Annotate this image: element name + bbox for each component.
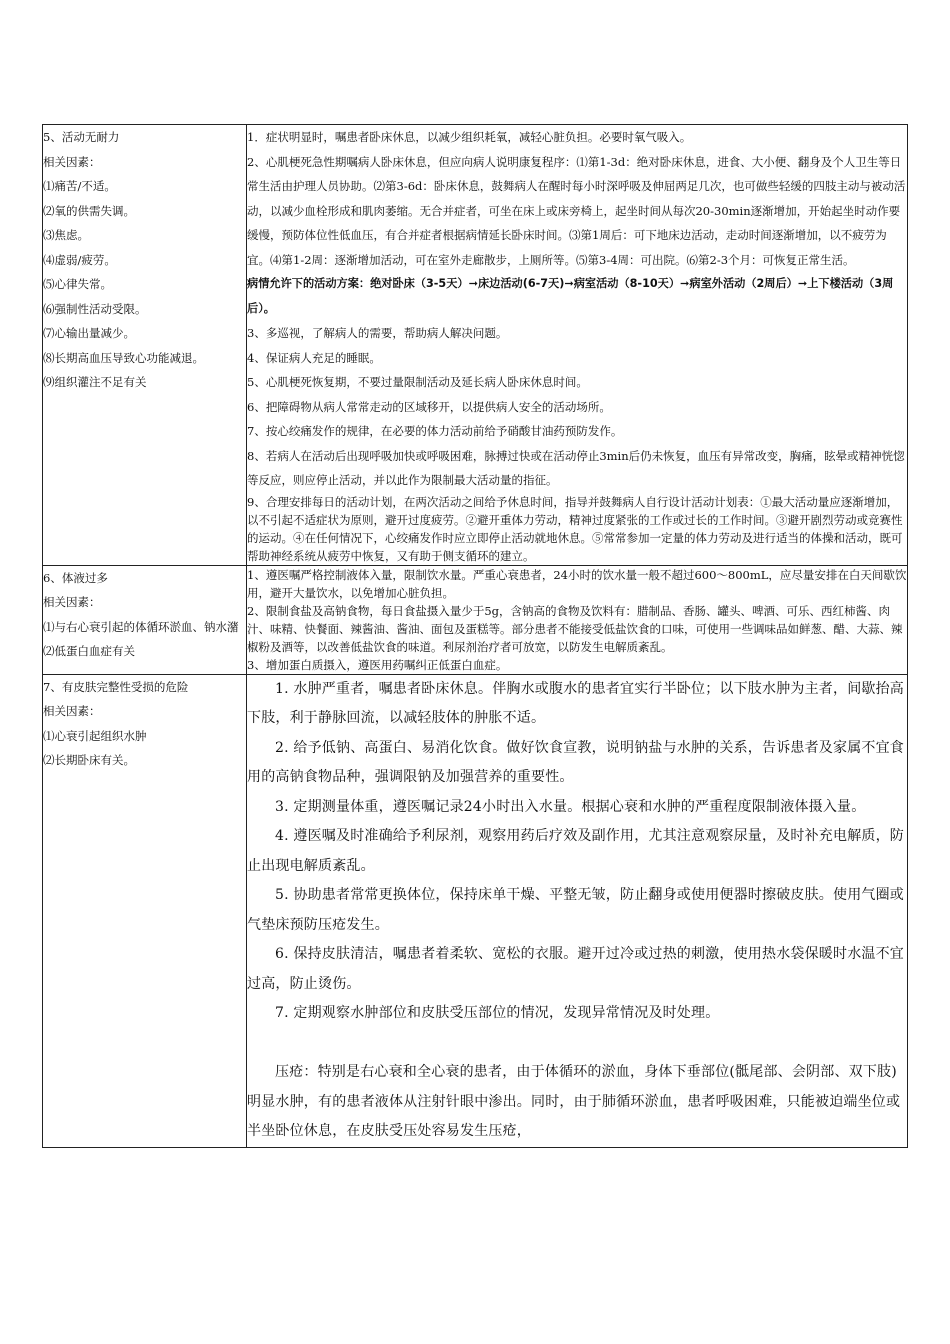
activity-plan-bold: 病情允许下的活动方案：绝对卧床（3-5天）➞床边活动(6-7天)➞病室活动（8-10天）➞病室外活动（2周后）➞上下楼活动（3周后）。: [247, 277, 894, 315]
factor-heading: 相关因素：: [43, 595, 101, 609]
measure-item: 8、若病人在活动后出现呼吸加快或呼吸困难，脉搏过快或在活动停止3min后仍未恢复，血压有异常改变，胸痛，眩晕或精神恍惚等反应，则应停止活动，并以此作为限制最大活动量的指征。: [247, 448, 905, 487]
measure-item: 4、保证病人充足的睡眠。: [247, 350, 381, 365]
nursing-plan-table: [42, 124, 908, 1148]
measure-item: 3. 定期测量体重，遵医嘱记录24小时出入水量。根据心衰和水肿的严重程度限制液体摄入量。: [275, 798, 866, 815]
factor-heading: 相关因素：: [43, 704, 101, 718]
factor-item: ⑴与右心衰引起的体循环淤血、钠水潴: [43, 619, 239, 634]
factor-item: ⑹强制性活动受限。: [43, 301, 147, 316]
measure-item: 6. 保持皮肤清洁，嘱患者着柔软、宽松的衣服。避开过冷或过热的刺激，使用热水袋保暖时水温不宜过高，防止烫伤。: [247, 946, 905, 992]
factor-item: ⑼组织灌注不足有关: [43, 375, 147, 389]
measure-item: 2、限制食盐及高钠食物，每日食盐摄入量少于5g，含钠高的食物及饮料有：腊制品、香肠、罐头、啤酒、可乐、西红柿酱、肉汁、味精、快餐面、辣酱油、酱油、面包及蛋糕等。部分患者不能接受低盐饮食的口味，可使用一些调味品如鲜葱、醋、大蒜、辣椒粉及酒等，以改善低盐饮食的味道。利尿剂治疗者可放宽，以防发生电解质紊乱。: [247, 603, 903, 654]
diagnosis-cell: [43, 674, 247, 1147]
measure-item: 2. 给予低钠、高蛋白、易消化饮食。做好饮食宣教，说明钠盐与水肿的关系，告诉患者及家属不宜食用的高钠食物品种，强调限钠及加强营养的重要性。: [247, 739, 905, 785]
diagnosis-cell: [43, 125, 247, 566]
measure-item: 5. 协助患者常常更换体位，保持床单干燥、平整无皱，防止翻身或使用便器时擦破皮肤。使用气圈或气垫床预防压疮发生。: [247, 887, 905, 933]
measures-cell: [247, 674, 908, 1147]
measure-item: 1、遵医嘱严格控制液体入量，限制饮水量。严重心衰患者，24小时的饮水量一般不超过600～800mL，应尽量安排在白天间歇饮用，避开大量饮水，以免增加心脏负担。: [247, 567, 907, 600]
factor-item: ⑻长期高血压导致心功能减退。: [43, 350, 204, 365]
table-row: [43, 674, 908, 1147]
measure-item: 3、多巡视，了解病人的需要，帮助病人解决问题。: [247, 326, 508, 340]
factor-item: ⑵氧的供需失调。: [43, 203, 135, 218]
diagnosis-title: 6、体液过多: [43, 570, 108, 585]
measure-item: 5、心肌梗死恢复期，不要过量限制活动及延长病人卧床休息时间。: [247, 375, 588, 389]
measure-item: 6、把障碍物从病人常常走动的区域移开，以提供病人安全的活动场所。: [247, 399, 611, 414]
factor-item: ⑵低蛋白血症有关: [43, 644, 135, 658]
measure-item: 4. 遵医嘱及时准确给予利尿剂，观察用药后疗效及副作用，尤其注意观察尿量，及时补充电解质，防止出现电解质紊乱。: [247, 828, 905, 874]
diagnosis-cell: [43, 565, 247, 674]
factor-item: ⑷虚弱/疲劳。: [43, 252, 116, 267]
factor-item: ⑶焦虑。: [43, 228, 89, 242]
measure-item: 3、增加蛋白质摄入，遵医用药嘱纠正低蛋白血症。: [247, 657, 508, 672]
pressure-sore-paragraph: 压疮：特别是右心衰和全心衰的患者，由于体循环的淤血，身体下垂部位(骶尾部、会阴部、双下肢)明显水肿，有的患者液体从注射针眼中渗出。同时，由于肺循环淤血，患者呼吸困难，只能被迫端坐位或半坐卧位休息，在皮肤受压处容易发生压疮，: [247, 1064, 901, 1139]
measure-item: 1．症状明显时，嘱患者卧床休息，以减少组织耗氧，减轻心脏负担。必要时氧气吸入。: [247, 130, 692, 144]
factor-item: ⑴心衰引起组织水肿: [43, 728, 147, 743]
factor-item: ⑵长期卧床有关。: [43, 753, 135, 767]
measure-item: 1. 水肿严重者，嘱患者卧床休息。伴胸水或腹水的患者宜实行半卧位；以下肢水肿为主者，间歇抬高下肢，利于静脉回流，以减轻肢体的肿胀不适。: [247, 680, 905, 726]
diagnosis-title: 7、有皮肤完整性受损的危险: [43, 679, 189, 694]
table-row: [43, 565, 908, 674]
factor-heading: 相关因素：: [43, 154, 101, 169]
measure-item: 7、按心绞痛发作的规律，在必要的体力活动前给予硝酸甘油药预防发作。: [247, 424, 623, 438]
factor-item: ⑴痛苦/不适。: [43, 179, 116, 193]
blank-line: [247, 1029, 907, 1059]
factor-item: ⑸心律失常。: [43, 277, 112, 291]
factor-item: ⑺心输出量减少。: [43, 326, 135, 340]
measure-item: 2、心肌梗死急性期嘱病人卧床休息，但应向病人说明康复程序：⑴第1-3d：绝对卧床休息，进食、大小便、翻身及个人卫生等日常生活由护理人员协助。⑵第3-6d：卧床休息，鼓舞病人在醒时每小时深呼吸及伸屈两足几次，也可做些轻缓的四肢主动与被动活动，以减少血栓形成和肌肉萎缩。无合并症者，可坐在床上或床旁椅上，起坐时间从每次20-30min逐渐增加，开始起坐时动作要缓慢，预防体位性低血压，有合并症者根据病情延长卧床时间。⑶第1周后：可下地床边活动，走动时间逐渐增加，以不疲劳为宜。⑷第1-2周：逐渐增加活动，可在室外走廊散步，上厕所等。⑸第3-4周：可出院。⑹第2-3个月：可恢复正常生活。: [247, 154, 906, 267]
measure-item: 7. 定期观察水肿部位和皮肤受压部位的情况，发现异常情况及时处理。: [275, 1005, 720, 1021]
diagnosis-title: 5、活动无耐力: [43, 130, 120, 144]
measure-item: 9、合理安排每日的活动计划，在两次活动之间给予休息时间，指导并鼓舞病人自行设计活动计划表：①最大活动量应逐渐增加，以不引起不适症状为原则，避开过度疲劳。②避开重体力劳动，精神过度紧张的工作或过长的工作时间。③避开剧烈劳动或竞赛性的运动。④在任何情况下，心绞痛发作时应立即停止活动就地休息。⑤常常参加一定量的体力劳动及进行适当的体操和活动，既可帮助神经系统从疲劳中恢复，又有助于侧支循环的建立。: [247, 494, 903, 563]
measures-cell: [247, 125, 908, 566]
table-row: [43, 125, 908, 566]
measures-cell: [247, 565, 908, 674]
